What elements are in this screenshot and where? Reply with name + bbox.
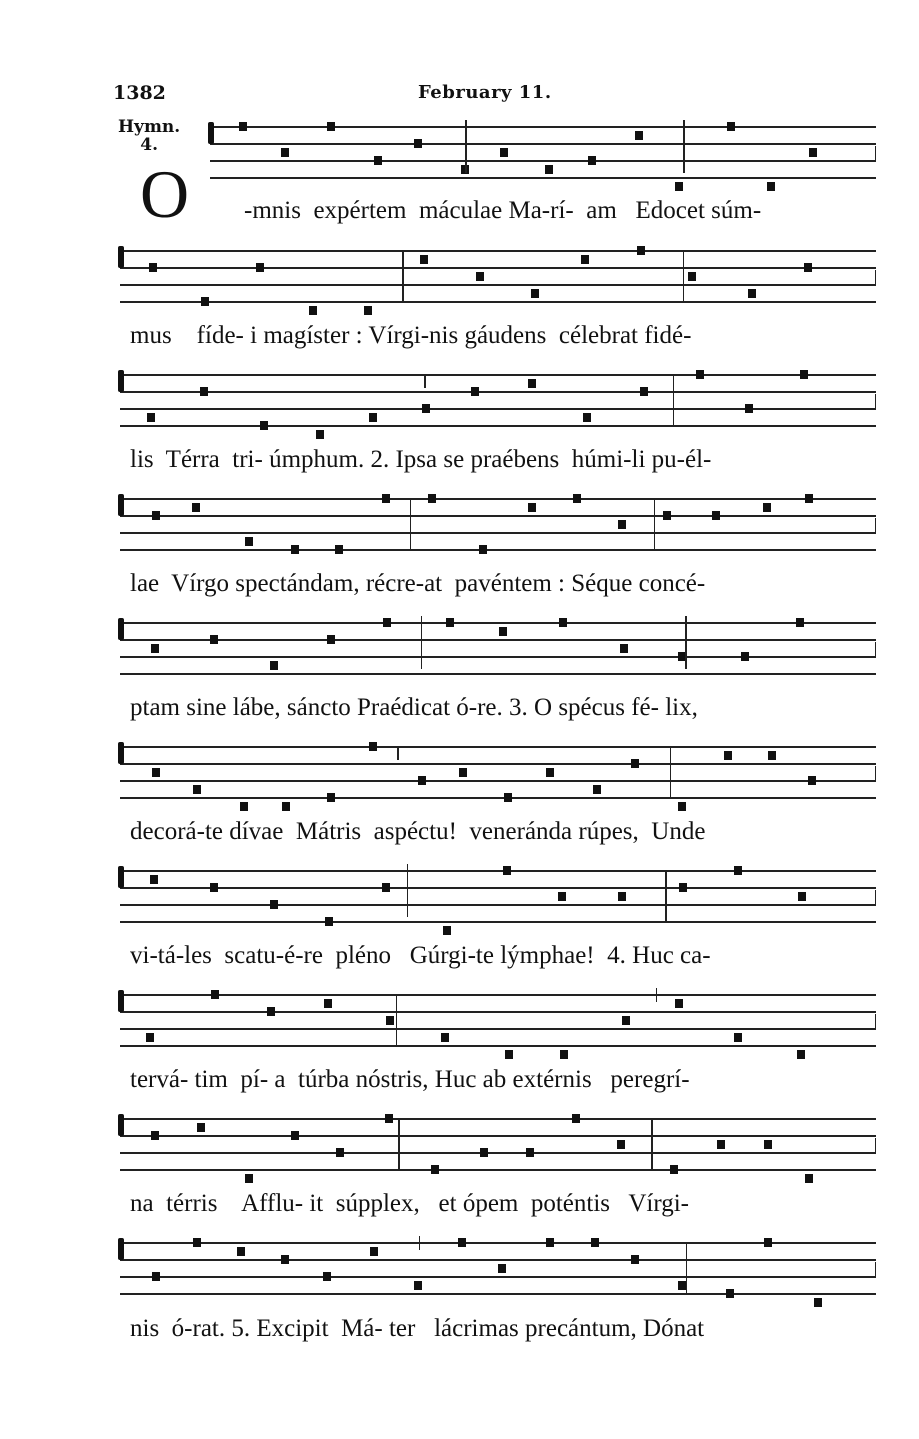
do-clef-icon — [118, 618, 124, 640]
music-staff — [120, 870, 876, 922]
do-clef-icon — [208, 122, 214, 144]
neume-note — [193, 785, 201, 794]
neume-note — [256, 263, 264, 272]
custos-mark — [875, 1014, 877, 1028]
neume-note — [635, 131, 643, 140]
staff-line — [120, 921, 876, 923]
neume-note — [369, 742, 377, 751]
custos-mark — [875, 146, 877, 160]
neume-note — [370, 1247, 378, 1256]
do-clef-icon — [118, 866, 124, 888]
neume-note — [324, 999, 332, 1008]
neume-note — [588, 156, 596, 165]
neume-note — [640, 387, 648, 396]
neume-note — [545, 165, 553, 174]
staff-line — [120, 532, 876, 534]
neume-note — [531, 289, 539, 298]
divisio-bar — [397, 746, 399, 760]
neume-note — [422, 404, 430, 413]
music-staff — [120, 1242, 876, 1294]
staff-line — [120, 639, 876, 641]
neume-note — [631, 1255, 639, 1264]
neume-note — [797, 1050, 805, 1059]
neume-note — [678, 802, 686, 811]
neume-note — [146, 1033, 154, 1042]
divisio-bar — [421, 616, 423, 669]
staff-line — [120, 763, 876, 765]
neume-note — [335, 545, 343, 554]
neume-note — [500, 148, 508, 157]
lyric-line: vi-tá-les scatu-é-re pléno Gúrgi-te lýmphae! 4. Huc ca- — [130, 942, 711, 969]
staff-line — [120, 904, 876, 906]
music-staff — [120, 374, 876, 426]
neume-note — [528, 503, 536, 512]
neume-note — [152, 768, 160, 777]
staff-line — [120, 870, 876, 872]
custos-mark — [875, 394, 877, 408]
custos-mark — [875, 1138, 877, 1152]
neume-note — [245, 1174, 253, 1183]
neume-note — [270, 661, 278, 670]
do-clef-icon — [118, 990, 124, 1012]
divisio-bar — [673, 374, 675, 427]
neume-note — [325, 917, 333, 926]
neume-note — [270, 900, 278, 909]
neume-note — [291, 1131, 299, 1140]
staff-line — [120, 1259, 876, 1261]
do-clef-icon — [118, 1238, 124, 1260]
staff-line — [120, 284, 876, 286]
neume-note — [764, 1238, 772, 1247]
neume-note — [414, 139, 422, 148]
lyric-line: ptam sine lábe, sáncto Praédicat ó-re. 3. O spécus fé- lix, — [130, 694, 698, 721]
neume-note — [798, 892, 806, 901]
neume-note — [200, 387, 208, 396]
divisio-bar — [402, 250, 404, 303]
neume-note — [150, 875, 158, 884]
neume-note — [696, 370, 704, 379]
lyric-line: tervá- tim pí- a túrba nóstris, Huc ab extérnis peregrí- — [130, 1066, 690, 1093]
staff-line — [120, 1028, 876, 1030]
neume-note — [764, 1140, 772, 1149]
neume-note — [309, 306, 317, 315]
staff-line — [210, 143, 876, 145]
neume-note — [210, 635, 218, 644]
neume-note — [814, 1298, 822, 1307]
neume-note — [734, 1033, 742, 1042]
neume-note — [323, 1272, 331, 1281]
initial-letter: O — [140, 156, 190, 232]
neume-note — [583, 413, 591, 422]
neume-note — [631, 759, 639, 768]
neume-note — [528, 379, 536, 388]
divisio-bar — [651, 1118, 653, 1171]
neume-note — [617, 1140, 625, 1149]
neume-note — [741, 652, 749, 661]
staff-line — [120, 1135, 876, 1137]
neume-note — [763, 503, 771, 512]
staff-line — [120, 746, 876, 748]
lyric-line: na térris Afflu- it súpplex, et ópem poténtis Vírgi- — [130, 1190, 689, 1217]
neume-note — [618, 520, 626, 529]
neume-note — [385, 1114, 393, 1123]
staff-line — [120, 250, 876, 252]
neume-note — [618, 892, 626, 901]
neume-note — [418, 776, 426, 785]
neume-note — [670, 1165, 678, 1174]
neume-note — [572, 1114, 580, 1123]
divisio-bar — [398, 1118, 400, 1171]
page-number: 1382 — [113, 82, 166, 104]
neume-note — [382, 494, 390, 503]
neume-note — [526, 1148, 534, 1157]
music-staff — [120, 250, 876, 302]
neume-note — [152, 1272, 160, 1281]
do-clef-icon — [118, 494, 124, 516]
neume-note — [193, 1238, 201, 1247]
staff-line — [120, 391, 876, 393]
neume-note — [414, 1281, 422, 1290]
neume-note — [593, 785, 601, 794]
staff-line — [120, 1011, 876, 1013]
divisio-bar — [410, 498, 412, 551]
neume-note — [558, 892, 566, 901]
staff-line — [120, 301, 876, 303]
neume-note — [210, 883, 218, 892]
neume-note — [382, 883, 390, 892]
neume-note — [809, 148, 817, 157]
neume-note — [591, 1238, 599, 1247]
staff-line — [120, 498, 876, 500]
neume-note — [151, 644, 159, 653]
hymn-label — [118, 118, 180, 154]
divisio-bar — [654, 498, 656, 551]
neume-note — [149, 263, 157, 272]
staff-line — [120, 656, 876, 658]
neume-note — [441, 1033, 449, 1042]
hymn-number: 4. — [140, 135, 158, 155]
neume-note — [808, 776, 816, 785]
neume-note — [498, 1264, 506, 1273]
neume-note — [369, 413, 377, 422]
neume-note — [192, 503, 200, 512]
staff-line — [120, 549, 876, 551]
divisio-bar — [656, 988, 658, 1002]
staff-line — [120, 267, 876, 269]
neume-note — [499, 627, 507, 636]
neume-note — [151, 1131, 159, 1140]
neume-note — [327, 793, 335, 802]
neume-note — [675, 999, 683, 1008]
staff-line — [120, 1118, 876, 1120]
neume-note — [197, 1123, 205, 1132]
neume-note — [476, 272, 484, 281]
neume-note — [201, 297, 209, 306]
neume-note — [386, 1016, 394, 1025]
staff-line — [120, 780, 876, 782]
staff-line — [120, 1293, 876, 1295]
lyric-line: mus fíde- i magíster : Vírgi-nis gáudens célebrat fidé- — [130, 322, 692, 349]
neume-note — [748, 289, 756, 298]
neume-note — [622, 1016, 630, 1025]
neume-note — [260, 421, 268, 430]
neume-note — [336, 1148, 344, 1157]
neume-note — [663, 511, 671, 520]
neume-note — [724, 751, 732, 760]
do-clef-icon — [118, 246, 124, 268]
neume-note — [374, 156, 382, 165]
staff-line — [120, 1242, 876, 1244]
neume-note — [505, 1050, 513, 1059]
custos-mark — [875, 1262, 877, 1276]
music-staff — [120, 622, 876, 674]
divisio-bar — [686, 1242, 688, 1295]
neume-note — [546, 1238, 554, 1247]
neume-note — [446, 618, 454, 627]
neume-note — [726, 1289, 734, 1298]
custos-mark — [875, 890, 877, 904]
neume-note — [479, 545, 487, 554]
neume-note — [327, 122, 335, 131]
custos-mark — [875, 766, 877, 780]
neume-note — [245, 537, 253, 546]
staff-line — [120, 408, 876, 410]
neume-note — [281, 148, 289, 157]
neume-note — [211, 990, 219, 999]
neume-note — [458, 1238, 466, 1247]
neume-note — [804, 263, 812, 272]
staff-line — [120, 1276, 876, 1278]
staff-line — [120, 797, 876, 799]
staff-line — [120, 374, 876, 376]
do-clef-icon — [118, 1114, 124, 1136]
neume-note — [727, 122, 735, 131]
neume-note — [420, 255, 428, 264]
divisio-bar — [424, 374, 426, 388]
neume-note — [291, 545, 299, 554]
neume-note — [546, 768, 554, 777]
staff-line — [120, 887, 876, 889]
divisio-bar — [396, 994, 398, 1047]
neume-note — [240, 802, 248, 811]
neume-note — [712, 511, 720, 520]
staff-line — [120, 1045, 876, 1047]
neume-note — [503, 866, 511, 875]
neume-note — [688, 272, 696, 281]
lyric-line: decorá-te dívae Mátris aspéctu! veneránda rúpes, Unde — [130, 818, 706, 845]
neume-note — [796, 618, 804, 627]
neume-note — [267, 1007, 275, 1016]
neume-note — [745, 404, 753, 413]
lyric-line: -mnis expértem máculae Ma-rí- am Edocet súm- — [244, 197, 762, 224]
neume-note — [678, 652, 686, 661]
neume-note — [800, 370, 808, 379]
divisio-bar — [419, 1236, 421, 1250]
neume-note — [560, 1050, 568, 1059]
neume-note — [559, 618, 567, 627]
lyric-line: nis ó-rat. 5. Excipit Má- ter lácrimas precántum, Dónat — [130, 1315, 705, 1342]
divisio-bar — [683, 120, 685, 173]
neume-note — [237, 1247, 245, 1256]
music-staff — [120, 1118, 876, 1170]
music-staff — [210, 126, 876, 178]
music-staff — [120, 498, 876, 550]
neume-note — [805, 494, 813, 503]
staff-line — [210, 177, 876, 179]
neume-note — [675, 182, 683, 191]
custos-mark — [875, 642, 877, 656]
staff-line — [120, 1152, 876, 1154]
neume-note — [282, 802, 290, 811]
do-clef-icon — [118, 742, 124, 764]
staff-line — [210, 126, 876, 128]
neume-note — [147, 413, 155, 422]
neume-note — [364, 306, 372, 315]
staff-line — [120, 515, 876, 517]
custos-mark — [875, 270, 877, 284]
lyric-line: lis Térra tri- úmphum. 2. Ipsa se praébens húmi-li pu-él- — [130, 446, 712, 473]
staff-line — [120, 673, 876, 675]
neume-note — [152, 511, 160, 520]
staff-line — [120, 425, 876, 427]
neume-note — [316, 430, 324, 439]
lyric-line: lae Vírgo spectándam, récre-at pavéntem : Séque concé- — [130, 570, 706, 597]
divisio-bar — [407, 864, 409, 917]
divisio-bar — [665, 870, 667, 923]
staff-line — [120, 622, 876, 624]
do-clef-icon — [118, 370, 124, 392]
divisio-bar — [465, 120, 467, 173]
running-title: February 11. — [418, 82, 552, 103]
neume-note — [504, 793, 512, 802]
neume-note — [428, 494, 436, 503]
neume-note — [480, 1148, 488, 1157]
neume-note — [443, 926, 451, 935]
custos-mark — [875, 518, 877, 532]
divisio-bar — [685, 616, 687, 669]
neume-note — [767, 182, 775, 191]
neume-note — [637, 246, 645, 255]
neume-note — [459, 768, 467, 777]
neume-note — [581, 255, 589, 264]
staff-line — [120, 994, 876, 996]
neume-note — [620, 644, 628, 653]
divisio-bar — [670, 746, 672, 799]
neume-note — [573, 494, 581, 503]
neume-note — [471, 387, 479, 396]
music-staff — [120, 746, 876, 798]
neume-note — [327, 635, 335, 644]
neume-note — [281, 1255, 289, 1264]
neume-note — [734, 866, 742, 875]
staff-line — [210, 160, 876, 162]
neume-note — [383, 618, 391, 627]
neume-note — [239, 122, 247, 131]
neume-note — [431, 1165, 439, 1174]
music-staff — [120, 994, 876, 1046]
hymn-title: Hymn. — [118, 117, 181, 137]
neume-note — [679, 883, 687, 892]
divisio-bar — [683, 250, 685, 303]
neume-note — [805, 1174, 813, 1183]
neume-note — [768, 751, 776, 760]
neume-note — [717, 1140, 725, 1149]
staff-line — [120, 1169, 876, 1171]
